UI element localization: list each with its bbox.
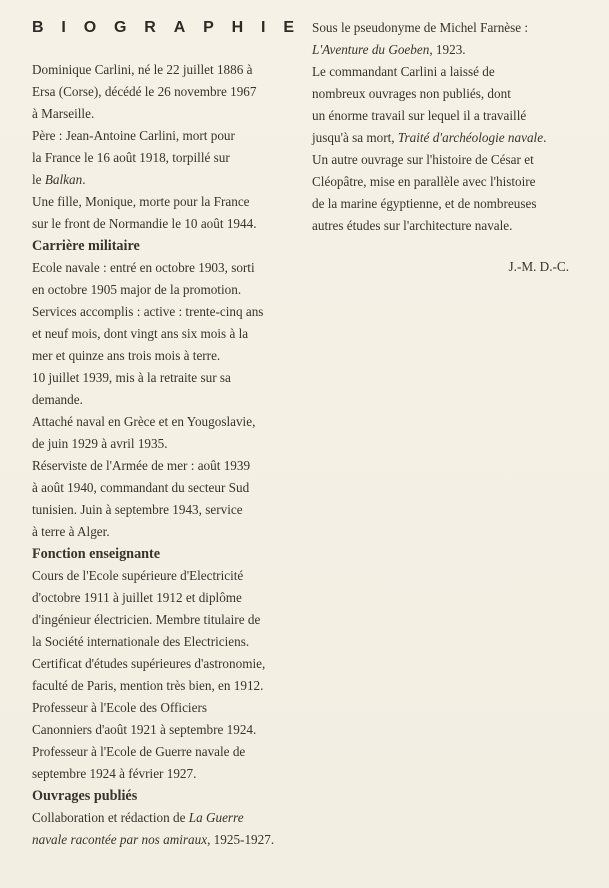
italic-title: Traité d'archéologie navale bbox=[397, 130, 544, 145]
title-letter: B bbox=[32, 19, 44, 36]
text-line bbox=[312, 193, 546, 215]
text-segment: la France le 16 août 1918, torpillé sur bbox=[32, 150, 230, 165]
text-segment: Réserviste de l'Armée de mer : août 1939 bbox=[32, 458, 251, 473]
text-segment: , 1923. bbox=[429, 42, 466, 57]
text-segment: . bbox=[82, 172, 86, 187]
text-segment: d'octobre 1911 à juillet 1912 et diplôme bbox=[32, 590, 242, 605]
text-segment: à août 1940, commandant du secteur Sud bbox=[32, 480, 250, 495]
text-line bbox=[32, 455, 274, 477]
text-line bbox=[32, 279, 274, 301]
title-letter: I bbox=[61, 19, 66, 36]
text-segment: Sous le pseudonyme de Michel Farnèse : bbox=[312, 20, 529, 35]
text-segment: 10 juillet 1939, mis à la retraite sur sa bbox=[32, 370, 231, 385]
text-line bbox=[32, 477, 274, 499]
text-segment: de la marine égyptienne, et de nombreuses bbox=[312, 196, 537, 211]
text-line bbox=[32, 169, 274, 191]
text-segment: un énorme travail sur lequel il a travaillé bbox=[312, 108, 527, 123]
text-line bbox=[32, 103, 274, 125]
section-heading: Carrière militaire bbox=[32, 238, 140, 254]
title-letter: A bbox=[173, 19, 186, 36]
text-segment: autres études sur l'architecture navale. bbox=[312, 218, 513, 233]
text-segment: à terre à Alger. bbox=[32, 524, 110, 539]
text-segment: Attaché naval en Grèce et en Yougoslavie, bbox=[32, 414, 256, 429]
text-segment: nombreux ouvrages non publiés, dont bbox=[312, 86, 511, 101]
text-line bbox=[32, 763, 274, 785]
text-segment: tunisien. Juin à septembre 1943, service bbox=[32, 502, 243, 517]
text-segment: Une fille, Monique, morte pour la France bbox=[32, 194, 250, 209]
text-segment: et neuf mois, dont vingt ans six mois à la bbox=[32, 326, 249, 341]
text-line bbox=[32, 807, 274, 829]
text-segment: en octobre 1905 major de la promotion. bbox=[32, 282, 242, 297]
text-line bbox=[312, 17, 546, 39]
text-segment: . bbox=[543, 130, 547, 145]
title-letter: R bbox=[144, 19, 156, 36]
text-segment: Services accomplis : active : trente-cinq ans bbox=[32, 304, 264, 319]
text-line bbox=[32, 587, 274, 609]
text-line bbox=[32, 81, 274, 103]
text-line bbox=[32, 411, 274, 433]
text-segment: sur le front de Normandie le 10 août 1944. bbox=[32, 216, 257, 231]
title-letter: I bbox=[261, 19, 266, 36]
title-letter: G bbox=[114, 19, 127, 36]
text-segment: jusqu'à sa mort, bbox=[312, 130, 398, 145]
text-line bbox=[312, 215, 546, 237]
text-line bbox=[32, 521, 274, 543]
author-signature: J.-M. D.-C. bbox=[508, 259, 569, 274]
text-line bbox=[312, 171, 546, 193]
text-segment: Cléopâtre, mise en parallèle avec l'histoire bbox=[312, 174, 536, 189]
text-segment: Canonniers d'août 1921 à septembre 1924. bbox=[32, 722, 257, 737]
text-segment: Dominique Carlini, né le 22 juillet 1886 à bbox=[32, 62, 253, 77]
text-segment: Ersa (Corse), décédé le 26 novembre 1967 bbox=[32, 84, 257, 99]
text-segment: Un autre ouvrage sur l'histoire de César et bbox=[312, 152, 534, 167]
text-segment: Professeur à l'Ecole des Officiers bbox=[32, 700, 207, 715]
text-segment: Père : Jean-Antoine Carlini, mort pour bbox=[32, 128, 235, 143]
text-segment: Ecole navale : entré en octobre 1903, sorti bbox=[32, 260, 255, 275]
text-line bbox=[32, 631, 274, 653]
text-segment: Professeur à l'Ecole de Guerre navale de bbox=[32, 744, 246, 759]
biography-right-column bbox=[312, 17, 546, 237]
text-line bbox=[32, 609, 274, 631]
text-line bbox=[32, 653, 274, 675]
text-line bbox=[32, 697, 274, 719]
text-line bbox=[312, 61, 546, 83]
text-segment: faculté de Paris, mention très bien, en 1912. bbox=[32, 678, 264, 693]
text-line bbox=[312, 83, 546, 105]
title-letter: E bbox=[283, 19, 294, 36]
text-line bbox=[32, 829, 274, 851]
text-line bbox=[32, 257, 274, 279]
italic-title: navale racontée par nos amiraux bbox=[32, 832, 208, 847]
text-line bbox=[32, 191, 274, 213]
text-segment: la Société internationale des Electriciens. bbox=[32, 634, 250, 649]
text-line bbox=[32, 675, 274, 697]
italic-title: Balkan bbox=[44, 172, 83, 187]
text-segment: de juin 1929 à avril 1935. bbox=[32, 436, 168, 451]
text-line bbox=[32, 213, 274, 235]
text-segment: Cours de l'Ecole supérieure d'Electricité bbox=[32, 568, 244, 583]
italic-title: L'Aventure du Goeben bbox=[312, 42, 430, 57]
text-line bbox=[32, 433, 274, 455]
section-heading: Fonction enseignante bbox=[32, 546, 161, 562]
page-title bbox=[32, 19, 294, 37]
text-line bbox=[32, 565, 274, 587]
text-line bbox=[32, 59, 274, 81]
title-letter: P bbox=[203, 19, 214, 36]
text-segment: d'ingénieur électricien. Membre titulaire de bbox=[32, 612, 261, 627]
text-line bbox=[32, 499, 274, 521]
biography-left-column bbox=[32, 59, 274, 851]
text-line bbox=[312, 149, 546, 171]
section-heading: Ouvrages publiés bbox=[32, 788, 138, 804]
text-line bbox=[32, 345, 274, 367]
text-segment: à Marseille. bbox=[32, 106, 95, 121]
text-line bbox=[32, 323, 274, 345]
text-line bbox=[32, 389, 274, 411]
text-line bbox=[32, 719, 274, 741]
text-segment: mer et quinze ans trois mois à terre. bbox=[32, 348, 221, 363]
text-line bbox=[312, 105, 546, 127]
title-letter: O bbox=[83, 19, 97, 36]
text-segment: Le commandant Carlini a laissé de bbox=[312, 64, 495, 79]
text-segment: le bbox=[32, 172, 45, 187]
text-segment: demande. bbox=[32, 392, 83, 407]
text-segment: , 1925-1927. bbox=[207, 832, 275, 847]
italic-title: La Guerre bbox=[188, 810, 244, 825]
text-line bbox=[32, 741, 274, 763]
text-line bbox=[32, 125, 274, 147]
text-line bbox=[312, 39, 546, 61]
text-segment: Collaboration et rédaction de bbox=[32, 810, 189, 825]
text-line bbox=[312, 127, 546, 149]
text-line bbox=[32, 301, 274, 323]
title-letter: H bbox=[231, 19, 244, 36]
text-segment: Certificat d'études supérieures d'astronomie, bbox=[32, 656, 266, 671]
text-line bbox=[32, 367, 274, 389]
text-segment: septembre 1924 à février 1927. bbox=[32, 766, 197, 781]
text-line bbox=[32, 147, 274, 169]
